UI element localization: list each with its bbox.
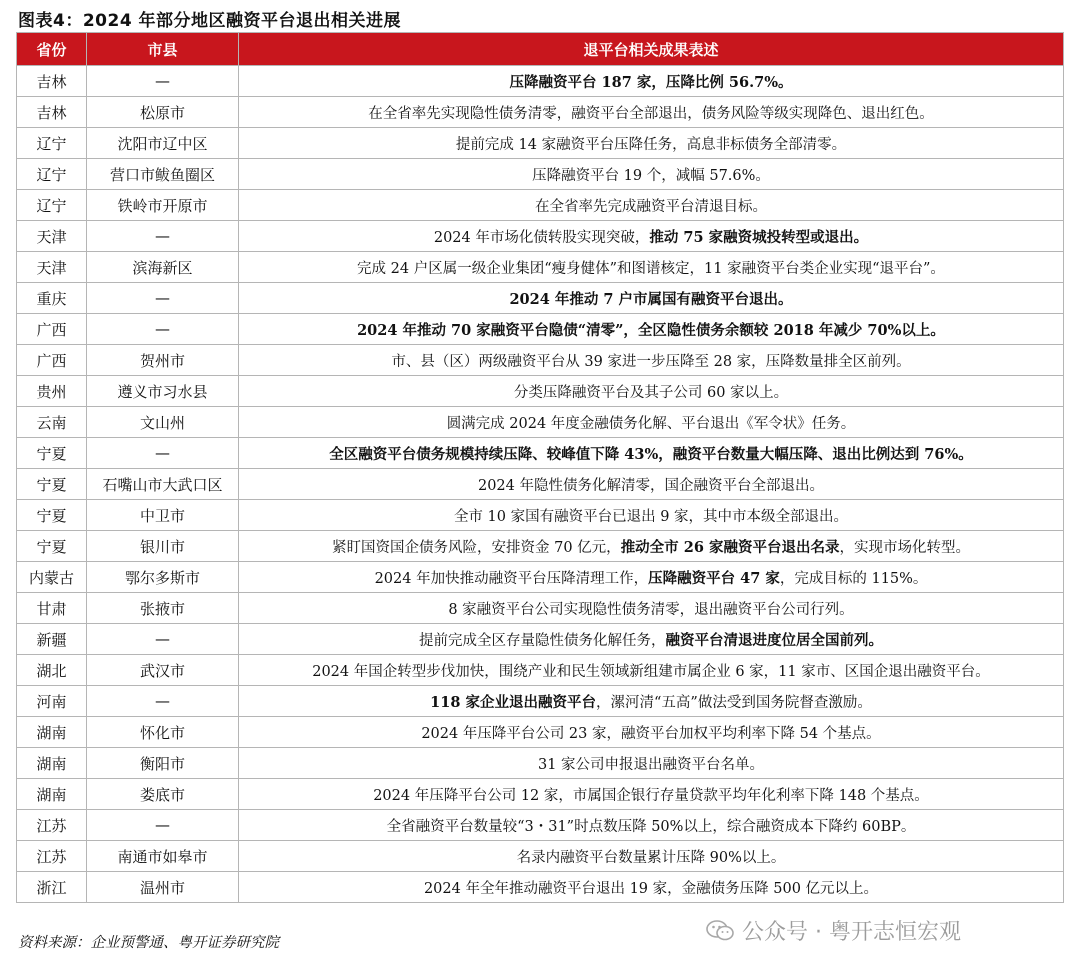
header-description: 退平台相关成果表述 <box>239 33 1064 66</box>
table-row <box>17 748 1064 779</box>
text-segment: 圆满完成 2024 年度金融债务化解、平台退出《军令状》任务。 <box>446 415 856 432</box>
description-cell <box>239 314 1064 345</box>
table-row <box>17 593 1064 624</box>
province-cell: 内蒙古 <box>17 562 87 593</box>
description-cell <box>239 717 1064 748</box>
city-cell: — <box>87 438 239 469</box>
description-cell <box>239 500 1064 531</box>
text-segment: 市、县（区）两级融资平台从 39 家进一步压降至 28 家，压降数量排全区前列。 <box>391 353 911 370</box>
bold-text-segment: 全区融资平台债务规模持续压降、较峰值下降 43%，融资平台数量大幅压降、退出比例达到 76%。 <box>329 445 973 463</box>
description-cell <box>239 221 1064 252</box>
province-cell: 宁夏 <box>17 438 87 469</box>
table-row <box>17 283 1064 314</box>
description-cell <box>239 562 1064 593</box>
table-row <box>17 655 1064 686</box>
bold-text-segment: 2024 年推动 7 户市属国有融资平台退出。 <box>509 290 793 308</box>
table-row <box>17 159 1064 190</box>
text-segment: 完成 24 户区属一级企业集团“瘦身健体”和图谱核定，11 家融资平台类企业实现“退平台”。 <box>357 260 945 277</box>
description-cell <box>239 97 1064 128</box>
city-cell: 鄂尔多斯市 <box>87 562 239 593</box>
province-cell: 天津 <box>17 252 87 283</box>
city-cell: 石嘴山市大武口区 <box>87 469 239 500</box>
text-segment: 压降融资平台 19 个，减幅 57.6%。 <box>532 167 770 184</box>
bold-text-segment: 118 家企业退出融资平台 <box>430 693 596 711</box>
text-segment: 2024 年加快推动融资平台压降清理工作， <box>374 570 649 587</box>
bold-text-segment: 压降融资平台 47 家 <box>648 569 780 587</box>
table-row <box>17 779 1064 810</box>
table-row <box>17 624 1064 655</box>
province-cell: 湖南 <box>17 748 87 779</box>
province-cell: 江苏 <box>17 841 87 872</box>
city-cell: 遵义市习水县 <box>87 376 239 407</box>
bold-text-segment: 推动 75 家融资城投转型或退出。 <box>649 228 869 246</box>
text-segment: ，完成目标的 115%。 <box>779 570 928 587</box>
bold-text-segment: 压降融资平台 187 家，压降比例 56.7%。 <box>509 73 793 91</box>
text-segment: 31 家公司申报退出融资平台名单。 <box>537 756 765 773</box>
bold-text-segment: 推动全市 26 家融资平台退出名录 <box>620 538 840 556</box>
table-row <box>17 128 1064 159</box>
table-row <box>17 562 1064 593</box>
description-cell <box>239 810 1064 841</box>
description-cell <box>239 376 1064 407</box>
watermark-text: 公众号 · 粤开志恒宏观 <box>742 920 961 945</box>
text-segment: ，漯河清“五高”做法受到国务院督查激励。 <box>596 694 872 711</box>
text-segment: 分类压降融资平台及其子公司 60 家以上。 <box>513 384 789 401</box>
bold-text-segment: 融资平台清退进度位居全国前列。 <box>665 631 883 649</box>
city-cell: 铁岭市开原市 <box>87 190 239 221</box>
city-cell: 娄底市 <box>87 779 239 810</box>
table-row <box>17 376 1064 407</box>
description-cell <box>239 283 1064 314</box>
table-body <box>17 66 1064 903</box>
table-row <box>17 872 1064 903</box>
table-row <box>17 841 1064 872</box>
province-cell: 宁夏 <box>17 531 87 562</box>
text-segment: 2024 年市场化债转股实现突破， <box>433 229 650 246</box>
wechat-icon <box>706 920 734 942</box>
watermark <box>706 915 961 946</box>
description-cell <box>239 438 1064 469</box>
city-cell: 银川市 <box>87 531 239 562</box>
description-cell <box>239 407 1064 438</box>
text-segment: 2024 年压降平台公司 23 家，融资平台加权平均利率下降 54 个基点。 <box>421 725 881 742</box>
header-city: 市县 <box>87 33 239 66</box>
table-row <box>17 345 1064 376</box>
province-cell: 云南 <box>17 407 87 438</box>
text-segment: 2024 年隐性债务化解清零，国企融资平台全部退出。 <box>477 477 824 494</box>
table-row <box>17 314 1064 345</box>
city-cell: 怀化市 <box>87 717 239 748</box>
city-cell: 沈阳市辽中区 <box>87 128 239 159</box>
city-cell: 南通市如皋市 <box>87 841 239 872</box>
text-segment: 8 家融资平台公司实现隐性债务清零，退出融资平台公司行列。 <box>448 601 854 618</box>
city-cell: — <box>87 283 239 314</box>
province-cell: 贵州 <box>17 376 87 407</box>
description-cell <box>239 345 1064 376</box>
header-province: 省份 <box>17 33 87 66</box>
text-segment: 全市 10 家国有融资平台已退出 9 家，其中市本级全部退出。 <box>453 508 849 525</box>
table-row <box>17 407 1064 438</box>
city-cell: — <box>87 810 239 841</box>
figure-title: 图表4：2024 年部分地区融资平台退出相关进展 <box>18 11 402 31</box>
table-row <box>17 438 1064 469</box>
table-row <box>17 190 1064 221</box>
city-cell: — <box>87 624 239 655</box>
province-cell: 吉林 <box>17 66 87 97</box>
province-cell: 浙江 <box>17 872 87 903</box>
description-cell <box>239 624 1064 655</box>
province-cell: 广西 <box>17 314 87 345</box>
table-row <box>17 717 1064 748</box>
province-cell: 天津 <box>17 221 87 252</box>
text-segment: 2024 年压降平台公司 12 家，市属国企银行存量贷款平均年化利率下降 148 个基点。 <box>373 787 929 804</box>
city-cell: — <box>87 686 239 717</box>
city-cell: 中卫市 <box>87 500 239 531</box>
description-cell <box>239 593 1064 624</box>
city-cell: 滨海新区 <box>87 252 239 283</box>
table-row <box>17 500 1064 531</box>
province-cell: 河南 <box>17 686 87 717</box>
table-header-row <box>17 33 1064 66</box>
description-cell <box>239 128 1064 159</box>
description-cell <box>239 872 1064 903</box>
description-cell <box>239 66 1064 97</box>
text-segment: 在全省率先完成融资平台清退目标。 <box>535 198 767 215</box>
description-cell <box>239 841 1064 872</box>
text-segment: 全省融资平台数量较“3・31”时点数压降 50%以上，综合融资成本下降约 60BP。 <box>386 818 916 835</box>
province-cell: 江苏 <box>17 810 87 841</box>
table-row <box>17 97 1064 128</box>
table-row <box>17 531 1064 562</box>
description-cell <box>239 531 1064 562</box>
table-row <box>17 252 1064 283</box>
city-cell: 衡阳市 <box>87 748 239 779</box>
description-cell <box>239 252 1064 283</box>
province-cell: 宁夏 <box>17 469 87 500</box>
text-segment: 2024 年国企转型步伐加快，围绕产业和民生领域新组建市属企业 6 家，11 家市、区国企退出融资平台。 <box>312 663 990 680</box>
city-cell: 文山州 <box>87 407 239 438</box>
table-row <box>17 686 1064 717</box>
text-segment: 提前完成全区存量隐性债务化解任务， <box>419 632 666 649</box>
description-cell <box>239 779 1064 810</box>
province-cell: 辽宁 <box>17 159 87 190</box>
province-cell: 宁夏 <box>17 500 87 531</box>
province-cell: 新疆 <box>17 624 87 655</box>
description-cell <box>239 159 1064 190</box>
text-segment: 紧盯国资国企债务风险，安排资金 70 亿元， <box>332 539 621 556</box>
city-cell: — <box>87 221 239 252</box>
text-segment: 名录内融资平台数量累计压降 90%以上。 <box>516 849 786 866</box>
city-cell: — <box>87 66 239 97</box>
city-cell: 营口市鲅鱼圈区 <box>87 159 239 190</box>
city-cell: — <box>87 314 239 345</box>
province-cell: 重庆 <box>17 283 87 314</box>
text-segment: 2024 年全年推动融资平台退出 19 家，金融债务压降 500 亿元以上。 <box>423 880 879 897</box>
province-cell: 湖北 <box>17 655 87 686</box>
province-cell: 广西 <box>17 345 87 376</box>
description-cell <box>239 748 1064 779</box>
province-cell: 吉林 <box>17 97 87 128</box>
description-cell <box>239 686 1064 717</box>
description-cell <box>239 190 1064 221</box>
city-cell: 贺州市 <box>87 345 239 376</box>
province-cell: 辽宁 <box>17 190 87 221</box>
city-cell: 松原市 <box>87 97 239 128</box>
city-cell: 张掖市 <box>87 593 239 624</box>
city-cell: 武汉市 <box>87 655 239 686</box>
text-segment: 提前完成 14 家融资平台压降任务，高息非标债务全部清零。 <box>455 136 847 153</box>
province-cell: 辽宁 <box>17 128 87 159</box>
province-cell: 湖南 <box>17 717 87 748</box>
description-cell <box>239 469 1064 500</box>
bold-text-segment: 2024 年推动 70 家融资平台隐债“清零”，全区隐性债务余额较 2018 年减少 70%以上。 <box>357 321 945 339</box>
city-cell: 温州市 <box>87 872 239 903</box>
table-row <box>17 66 1064 97</box>
table-row <box>17 810 1064 841</box>
source-note: 资料来源：企业预警通、粤开证券研究院 <box>18 935 279 951</box>
table-row <box>17 221 1064 252</box>
province-cell: 甘肃 <box>17 593 87 624</box>
progress-table <box>16 32 1064 903</box>
text-segment: 在全省率先实现隐性债务清零，融资平台全部退出，债务风险等级实现降色、退出红色。 <box>368 105 934 122</box>
province-cell: 湖南 <box>17 779 87 810</box>
table-row <box>17 469 1064 500</box>
description-cell <box>239 655 1064 686</box>
text-segment: ，实现市场化转型。 <box>839 539 970 556</box>
